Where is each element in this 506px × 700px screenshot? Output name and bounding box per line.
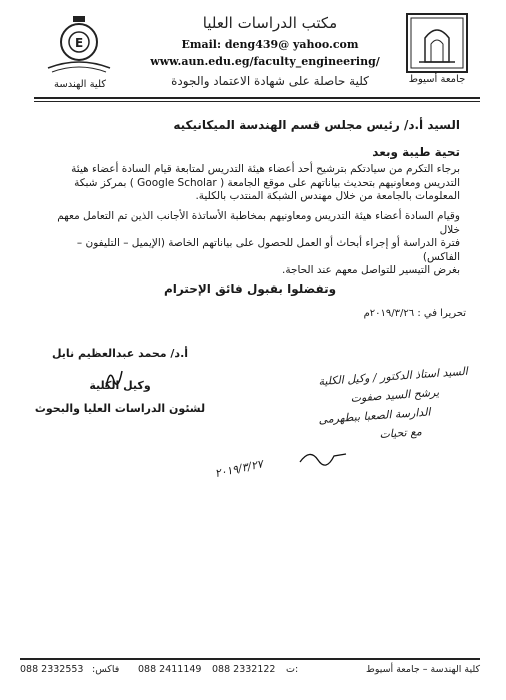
university-seal-icon — [405, 12, 469, 74]
email-line: Email: deng439@ yahoo.com — [181, 38, 359, 51]
handwritten-line: السيد استاذ الدكتور / وكيل الكلية — [318, 364, 469, 389]
footer-bar — [20, 664, 480, 680]
signatory-name: أ.د/ محمد عبدالعظيم نايل — [51, 347, 189, 360]
office-title: مكتب الدراسات العليا — [202, 14, 338, 32]
svg-text:E: E — [75, 36, 84, 50]
university-label: جامعة أسيوط — [408, 74, 466, 85]
fax-label: فاكس: — [92, 664, 120, 675]
phone-number-1: 088 2332122 — [212, 664, 276, 675]
gear-logo-icon — [40, 12, 118, 78]
signatory-title: وكيل الكلية — [89, 379, 151, 392]
paragraph-line: برجاء التكرم من سيادتكم بترشيح أحد أعضاء هيئة التدريس لمتابعة قيام السادة أعضاء هيئة — [71, 163, 460, 175]
phone-number-2: 088 2411149 — [138, 664, 202, 675]
handwritten-line: يرشح السيد صفوت — [350, 385, 440, 405]
accreditation-line: كلية حاصلة على شهادة الاعتماد والجودة — [171, 74, 369, 88]
recipient-line: السيد أ.د/ رئيس مجلس قسم الهندسة الميكانيكيه — [173, 118, 460, 132]
phone-label: ت: — [286, 664, 299, 675]
date-line: تحريرا في : ٢٠١٩/٣/٢٦م — [363, 308, 466, 319]
fax-number: 088 2332553 — [20, 664, 84, 675]
paragraph-line: التدريس ومعاونيهم بتحديث بياناتهم على موقع الجامعة ( Google Scholar ) بمركز شبكة — [74, 176, 460, 189]
handwritten-line: مع تحيات — [379, 425, 423, 441]
handwritten-signature — [298, 444, 348, 468]
university-seal — [405, 12, 469, 74]
paragraph-line: المعلومات بالجامعة من خلال مهندس الشبكة المنتدب بالكلية. — [195, 190, 460, 202]
handwritten-note — [228, 362, 473, 455]
greeting: تحية طيبة وبعد — [372, 145, 460, 159]
signatory-department: لشئون الدراسات العليا والبحوث — [34, 402, 206, 415]
faculty-label: كلية الهندسة — [53, 79, 107, 90]
faculty-logo — [40, 12, 118, 78]
handwritten-date: ٢٠١٩/٣/٢٧ — [213, 457, 265, 481]
paragraph-1 — [42, 163, 460, 204]
paragraph-line: بغرض التيسير للتواصل معهم عند الحاجة. — [281, 264, 460, 276]
header-divider-thin — [34, 101, 480, 102]
header-divider — [34, 97, 480, 99]
handwritten-signature-icon — [298, 444, 348, 468]
paragraph-line: فترة الدراسة أو إجراء أبحاث أو العمل للحصول على بياناتهم الخاصة (الإيميل – التليفون – الفاكس) — [76, 237, 460, 263]
paragraph-2 — [42, 210, 460, 278]
paragraph-line: وقيام السادة أعضاء هيئة التدريس ومعاونيهم بمخاطبة الأساتذة الأجانب الذين تم التعامل معهم خلال — [57, 210, 460, 236]
footer-divider — [20, 658, 480, 660]
footer-address: كلية الهندسة – جامعة أسيوط — [366, 664, 480, 675]
closing-line: وتفضلوا بقبول فائق الإحترام — [163, 282, 337, 296]
handwritten-line: الدارسة الصعبا ببطهرمى — [318, 405, 431, 427]
website-line: www.aun.edu.eg/faculty_engineering/ — [150, 55, 380, 68]
